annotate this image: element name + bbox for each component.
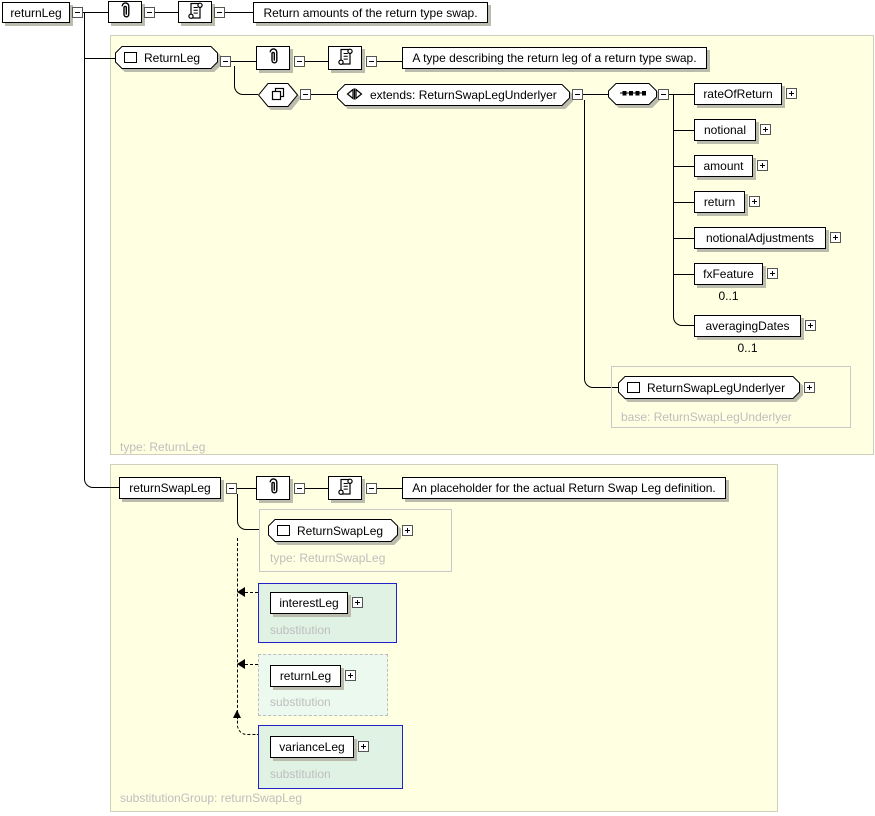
- extends-pill[interactable]: [337, 84, 570, 106]
- paperclip-icon: [266, 477, 281, 499]
- element-label: averagingDates: [705, 319, 790, 333]
- collapse-toggle[interactable]: [294, 483, 305, 494]
- triangle-pair-icon: [346, 88, 363, 103]
- scroll-icon: [186, 1, 205, 24]
- annotation-text-returnleg: [253, 2, 488, 23]
- expand-toggle-interestleg[interactable]: [352, 597, 363, 608]
- element-interestleg[interactable]: [270, 592, 348, 614]
- collapse-toggle[interactable]: [366, 483, 377, 494]
- expand-toggle-averagingdates[interactable]: [805, 320, 816, 331]
- annotation-text-ct: [402, 47, 707, 69]
- expand-toggle-base[interactable]: [804, 382, 815, 393]
- expand-toggle-notionaladjustments[interactable]: [830, 232, 841, 243]
- complextype-returnleg[interactable]: [115, 46, 218, 69]
- expand-toggle-return[interactable]: [749, 196, 760, 207]
- substitution-stub: [245, 664, 258, 665]
- paperclip-icon: [118, 1, 133, 23]
- complextype-returnleg-label: ReturnLeg: [144, 50, 201, 65]
- expand-toggle-amount[interactable]: [757, 160, 768, 171]
- expand-toggle-fxfeature[interactable]: [767, 268, 778, 279]
- connector-line: [305, 61, 328, 62]
- base-caption: base: ReturnSwapLegUnderlyer: [621, 410, 792, 424]
- element-return[interactable]: [694, 191, 745, 213]
- connector-line: [377, 61, 402, 62]
- complextype-returnswapleg[interactable]: [268, 519, 398, 542]
- tree-spine: [84, 12, 119, 488]
- annotation-text-label: Return amounts of the return type swap.: [263, 5, 478, 20]
- documentation-node[interactable]: [178, 1, 212, 23]
- connector-line: [674, 166, 694, 167]
- substitution-elbow: [237, 718, 258, 735]
- element-returnswapleg[interactable]: [119, 477, 221, 499]
- connector-line: [225, 12, 253, 13]
- scroll-icon: [336, 47, 355, 70]
- expand-toggle-varianceleg[interactable]: [358, 741, 369, 752]
- base-branch: [584, 100, 618, 388]
- occurs-averagingdates: 0..1: [737, 341, 758, 355]
- element-averagingdates[interactable]: [694, 315, 801, 337]
- collapse-toggle-annotation[interactable]: [144, 7, 155, 18]
- type-caption-returnleg: type: ReturnLeg: [120, 440, 206, 454]
- scroll-icon: [336, 477, 355, 500]
- sequence-icon: [619, 87, 647, 101]
- substitution-stub: [245, 592, 258, 593]
- element-returnleg-label: returnLeg: [10, 5, 62, 20]
- element-returnleg[interactable]: [2, 2, 70, 23]
- element-label: amount: [703, 159, 744, 173]
- collapse-toggle-extension[interactable]: [300, 89, 311, 100]
- connector-line: [377, 488, 402, 489]
- substitution-spine: [237, 538, 238, 718]
- tree-branch: [237, 494, 259, 530]
- element-label: fxFeature: [703, 267, 754, 281]
- collapse-toggle-ct[interactable]: [220, 56, 231, 67]
- complextype-returnswaplegunderlyer[interactable]: [618, 376, 800, 399]
- element-rateofreturn[interactable]: [694, 83, 782, 105]
- element-label: returnLeg: [279, 669, 332, 683]
- substitution-caption: substitution: [270, 623, 331, 637]
- connector-line: [155, 12, 178, 13]
- substitution-group-caption: substitutionGroup: returnSwapLeg: [120, 791, 303, 805]
- element-label: interestLeg: [279, 596, 339, 610]
- connector-line: [231, 61, 256, 62]
- connector-line: [237, 488, 256, 489]
- extension-node[interactable]: [258, 83, 298, 107]
- element-label: notional: [703, 123, 747, 137]
- substitution-caption: substitution: [270, 767, 331, 781]
- copy-icon: [270, 87, 286, 104]
- type-caption-returnswapleg: type: ReturnSwapLeg: [270, 551, 386, 565]
- complextype-icon: [627, 382, 640, 393]
- collapse-toggle-documentation[interactable]: [214, 7, 225, 18]
- connector-line: [311, 94, 337, 95]
- extends-label: extends: ReturnSwapLegUnderlyer: [370, 88, 557, 102]
- annotation-text-label: A type describing the return leg of a return type swap.: [412, 51, 697, 65]
- children-spine: [673, 94, 694, 326]
- substitution-arrow: [237, 587, 245, 597]
- documentation-node-head[interactable]: [328, 476, 362, 500]
- expand-toggle-headtype[interactable]: [402, 525, 413, 536]
- collapse-toggle-extends[interactable]: [572, 89, 583, 100]
- substitution-caption: substitution: [270, 695, 331, 709]
- expand-toggle-returnleg-sub[interactable]: [345, 670, 356, 681]
- documentation-node-ct[interactable]: [328, 46, 362, 70]
- paperclip-icon: [266, 47, 281, 69]
- annotation-text-head: [402, 477, 726, 499]
- element-amount[interactable]: [694, 155, 753, 177]
- element-label: varianceLeg: [279, 740, 345, 754]
- connector-line: [674, 202, 694, 203]
- collapse-toggle-sequence[interactable]: [658, 89, 669, 100]
- tree-branch: [234, 66, 258, 95]
- element-label: notionalAdjustments: [705, 231, 815, 245]
- element-varianceleg[interactable]: [270, 736, 354, 758]
- occurs-fxfeature: 0..1: [718, 289, 739, 303]
- connector-line: [305, 488, 328, 489]
- connector-line: [674, 274, 694, 275]
- annotation-node-ct[interactable]: [256, 46, 290, 70]
- connector-line: [85, 58, 115, 59]
- expand-toggle-notional[interactable]: [760, 124, 771, 135]
- annotation-node-head[interactable]: [256, 476, 290, 500]
- connector-line: [674, 130, 694, 131]
- collapse-toggle[interactable]: [366, 56, 377, 67]
- collapse-toggle[interactable]: [294, 56, 305, 67]
- connector-line: [674, 238, 694, 239]
- collapse-toggle-returnswapleg[interactable]: [226, 483, 237, 494]
- expand-toggle-rateofreturn[interactable]: [786, 88, 797, 99]
- complextype-icon: [124, 52, 137, 63]
- element-notionaladjustments[interactable]: [694, 227, 826, 249]
- connector-line: [583, 94, 608, 95]
- element-label: returnSwapLeg: [129, 481, 211, 495]
- head-type-label: ReturnSwapLeg: [297, 523, 384, 538]
- element-label: return: [703, 195, 736, 209]
- element-returnleg-sub[interactable]: [270, 665, 341, 687]
- collapse-toggle-returnleg[interactable]: [72, 7, 83, 18]
- element-label: rateOfReturn: [703, 87, 773, 101]
- element-fxfeature[interactable]: [694, 263, 763, 285]
- substitution-arrow-up: [233, 710, 241, 718]
- substitution-arrow: [237, 659, 245, 669]
- complextype-icon: [277, 525, 290, 536]
- element-notional[interactable]: [694, 119, 756, 141]
- annotation-text-label: An placeholder for the actual Return Swap Leg definition.: [412, 481, 716, 495]
- base-type-label: ReturnSwapLegUnderlyer: [647, 380, 786, 395]
